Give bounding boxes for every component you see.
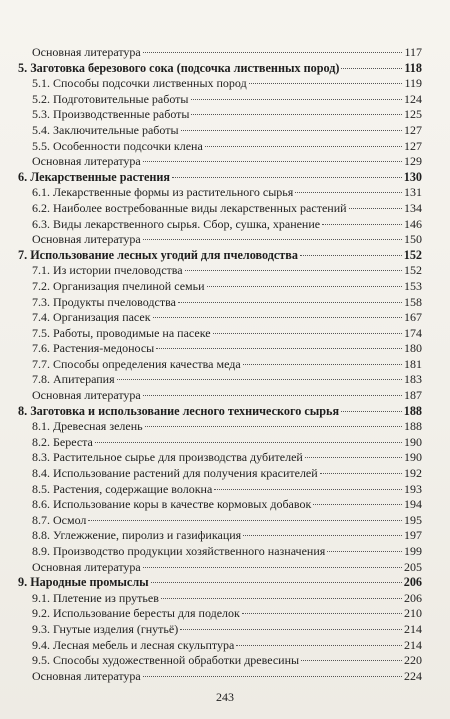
toc-entry-title: 6.1. Лекарственные формы из растительного сырья bbox=[32, 185, 294, 200]
toc-entry-page: 197 bbox=[404, 528, 422, 543]
toc-entry-page: 199 bbox=[404, 544, 422, 558]
toc-subsection-entry bbox=[18, 606, 422, 622]
toc-subsection-entry bbox=[18, 544, 422, 560]
dot-leader bbox=[341, 68, 402, 69]
dot-leader bbox=[236, 645, 402, 646]
toc-subsection-entry bbox=[18, 263, 422, 279]
toc-entry-title: 6.3. Виды лекарственного сырья. Сбор, сушка, хранение bbox=[32, 216, 321, 231]
toc-entry-page: 192 bbox=[404, 466, 422, 481]
toc-entry-page: 224 bbox=[404, 668, 422, 683]
dot-leader bbox=[178, 302, 402, 303]
toc-section-entry bbox=[18, 248, 422, 264]
toc-entry-page: 183 bbox=[404, 372, 422, 387]
toc-literature-entry bbox=[18, 232, 422, 248]
toc-entry-title: Основная литература bbox=[32, 559, 141, 574]
dot-leader bbox=[143, 567, 402, 568]
toc-entry-page: 130 bbox=[403, 169, 422, 184]
dot-leader bbox=[243, 364, 402, 365]
toc-entry-page: 214 bbox=[404, 621, 422, 636]
toc-entry-title: 6. Лекарственные растения bbox=[18, 169, 171, 184]
toc-entry-title: 7.3. Продукты пчеловодства bbox=[32, 294, 176, 309]
dot-leader bbox=[242, 613, 402, 614]
dot-leader bbox=[300, 255, 402, 256]
toc-entry-title: 5.4. Заключительные работы bbox=[32, 122, 179, 137]
toc-entry-page: 127 bbox=[404, 138, 422, 153]
dot-leader bbox=[295, 192, 402, 193]
toc-subsection-entry bbox=[18, 622, 422, 638]
toc-entry-title: 8.6. Использование коры в качестве кормовых добавок bbox=[32, 497, 312, 512]
toc-entry-page: 206 bbox=[404, 590, 422, 605]
toc-entry-title: 8.7. Осмол bbox=[32, 512, 87, 527]
toc-entry-page: 188 bbox=[403, 403, 422, 418]
toc-literature-entry bbox=[18, 388, 422, 404]
toc-entry-page: 131 bbox=[404, 185, 422, 200]
toc-entry-title: 9. Народные промыслы bbox=[18, 575, 149, 590]
toc-entry-title: 7.1. Из истории пчеловодства bbox=[32, 263, 183, 278]
dot-leader bbox=[191, 114, 402, 115]
toc-entry-page: 118 bbox=[404, 60, 422, 75]
dot-leader bbox=[313, 504, 402, 505]
toc-subsection-entry bbox=[18, 419, 422, 435]
toc-subsection-entry bbox=[18, 123, 422, 139]
dot-leader bbox=[143, 161, 402, 162]
toc-entry-title: 7.2. Организация пчелиной семьи bbox=[32, 278, 205, 293]
toc-entry-page: 167 bbox=[404, 310, 422, 325]
toc-subsection-entry bbox=[18, 450, 422, 466]
toc-literature-entry bbox=[18, 45, 422, 61]
toc-entry-title: Основная литература bbox=[32, 668, 141, 683]
dot-leader bbox=[156, 348, 402, 349]
toc-entry-title: 8.1. Древесная зелень bbox=[32, 419, 143, 434]
toc-entry-page: 187 bbox=[404, 388, 422, 403]
dot-leader bbox=[213, 333, 402, 334]
toc-entry-title: 8. Заготовка и использование лесного технического сырья bbox=[18, 403, 340, 418]
toc-entry-title: Основная литература bbox=[32, 45, 141, 59]
toc-entry-page: 206 bbox=[403, 575, 422, 590]
dot-leader bbox=[172, 177, 402, 178]
toc-entry-title: 7.5. Работы, проводимые на пасеке bbox=[32, 325, 211, 340]
toc-entry-page: 190 bbox=[404, 450, 422, 465]
toc-subsection-entry bbox=[18, 139, 422, 155]
toc-entry-title: 8.4. Использование растений для получения красителей bbox=[32, 466, 318, 481]
toc-entry-title: 7.4. Организация пасек bbox=[32, 310, 151, 325]
toc-entry-title: 8.2. Береста bbox=[32, 434, 93, 449]
toc-entry-page: 194 bbox=[404, 497, 422, 512]
toc-entry-title: 9.3. Гнутые изделия (гнутьё) bbox=[32, 621, 179, 636]
toc-subsection-entry bbox=[18, 591, 422, 607]
toc-entry-title: 8.9. Производство продукции хозяйственного назначения bbox=[32, 544, 326, 558]
toc-entry-page: 124 bbox=[404, 91, 422, 106]
toc-subsection-entry bbox=[18, 638, 422, 654]
toc-entry-page: 153 bbox=[404, 278, 422, 293]
toc-subsection-entry bbox=[18, 528, 422, 544]
toc-entry-title: 7.8. Апитерапия bbox=[32, 372, 115, 387]
toc-entry-page: 190 bbox=[404, 434, 422, 449]
dot-leader bbox=[249, 83, 403, 84]
toc-subsection-entry bbox=[18, 295, 422, 311]
dot-leader bbox=[207, 286, 402, 287]
toc-entry-page: 158 bbox=[404, 294, 422, 309]
toc-entry-title: 6.2. Наиболее востребованные виды лекарственных растений bbox=[32, 200, 347, 215]
toc-entry-title: 8.5. Растения, содержащие волокна bbox=[32, 481, 213, 496]
toc-entry-page: 181 bbox=[404, 356, 422, 371]
toc-entry-page: 117 bbox=[404, 45, 422, 59]
dot-leader bbox=[151, 582, 402, 583]
dot-leader bbox=[161, 598, 402, 599]
toc-entry-title: 7.6. Растения-медоносы bbox=[32, 341, 155, 356]
toc-subsection-entry bbox=[18, 185, 422, 201]
dot-leader bbox=[243, 535, 402, 536]
toc-section-entry bbox=[18, 170, 422, 186]
dot-leader bbox=[191, 99, 403, 100]
toc-entry-page: 129 bbox=[404, 154, 422, 169]
dot-leader bbox=[143, 676, 402, 677]
toc-entry-page: 205 bbox=[404, 559, 422, 574]
toc-entry-page: 119 bbox=[404, 76, 422, 91]
dot-leader bbox=[205, 146, 402, 147]
toc-subsection-entry bbox=[18, 653, 422, 669]
toc-subsection-entry bbox=[18, 372, 422, 388]
dot-leader bbox=[322, 224, 402, 225]
toc-subsection-entry bbox=[18, 217, 422, 233]
toc-subsection-entry bbox=[18, 482, 422, 498]
toc-entry-title: 9.5. Способы художественной обработки древесины bbox=[32, 653, 300, 668]
toc-literature-entry bbox=[18, 560, 422, 576]
dot-leader bbox=[181, 130, 402, 131]
toc-subsection-entry bbox=[18, 279, 422, 295]
dot-leader bbox=[349, 208, 402, 209]
dot-leader bbox=[320, 473, 402, 474]
dot-leader bbox=[341, 411, 402, 412]
toc-entry-title: 7. Использование лесных угодий для пчеловодства bbox=[18, 247, 298, 262]
toc-entry-title: 9.2. Использование бересты для поделок bbox=[32, 606, 240, 621]
toc-section-entry bbox=[18, 404, 422, 420]
toc-entry-title: 8.8. Углежжение, пиролиз и газификация bbox=[32, 528, 242, 543]
toc-section-entry bbox=[18, 575, 422, 591]
toc-subsection-entry bbox=[18, 466, 422, 482]
toc-entry-page: 214 bbox=[404, 637, 422, 652]
toc-literature-entry bbox=[18, 669, 422, 685]
toc-entry-page: 220 bbox=[404, 653, 422, 668]
toc-subsection-entry bbox=[18, 357, 422, 373]
toc-entry-title: 5.3. Производственные работы bbox=[32, 107, 190, 122]
dot-leader bbox=[145, 426, 402, 427]
toc-entry-title: Основная литература bbox=[32, 232, 141, 247]
dot-leader bbox=[214, 489, 402, 490]
toc-entry-page: 146 bbox=[404, 216, 422, 231]
toc-section-entry bbox=[18, 61, 422, 77]
toc-subsection-entry bbox=[18, 497, 422, 513]
toc-entry-page: 127 bbox=[404, 122, 422, 137]
toc-entry-title: 9.4. Лесная мебель и лесная скульптура bbox=[32, 637, 235, 652]
toc-entry-title: 5. Заготовка березового сока (подсочка лиственных пород) bbox=[18, 60, 340, 75]
toc-entry-page: 210 bbox=[404, 606, 422, 621]
page-number: 243 bbox=[216, 690, 234, 704]
toc-subsection-entry bbox=[18, 435, 422, 451]
table-of-contents bbox=[18, 45, 422, 684]
toc-entry-page: 193 bbox=[404, 481, 422, 496]
toc-entry-title: Основная литература bbox=[32, 154, 141, 169]
toc-literature-entry bbox=[18, 154, 422, 170]
toc-entry-page: 174 bbox=[404, 325, 422, 340]
dot-leader bbox=[153, 317, 402, 318]
toc-entry-page: 180 bbox=[404, 341, 422, 356]
dot-leader bbox=[327, 551, 402, 552]
toc-entry-page: 152 bbox=[403, 247, 422, 262]
toc-subsection-entry bbox=[18, 326, 422, 342]
toc-entry-title: 5.5. Особенности подсочки клена bbox=[32, 138, 203, 153]
dot-leader bbox=[301, 660, 402, 661]
dot-leader bbox=[305, 457, 402, 458]
dot-leader bbox=[88, 520, 402, 521]
toc-entry-page: 195 bbox=[404, 512, 422, 527]
toc-subsection-entry bbox=[18, 513, 422, 529]
dot-leader bbox=[143, 395, 402, 396]
toc-entry-page: 134 bbox=[404, 200, 422, 215]
dot-leader bbox=[185, 270, 402, 271]
toc-entry-title: 5.1. Способы подсочки лиственных пород bbox=[32, 76, 247, 91]
toc-subsection-entry bbox=[18, 107, 422, 123]
toc-subsection-entry bbox=[18, 310, 422, 326]
toc-entry-page: 125 bbox=[404, 107, 422, 122]
toc-subsection-entry bbox=[18, 92, 422, 108]
toc-entry-page: 150 bbox=[404, 232, 422, 247]
toc-subsection-entry bbox=[18, 201, 422, 217]
toc-entry-page: 152 bbox=[404, 263, 422, 278]
dot-leader bbox=[143, 52, 403, 53]
toc-entry-page: 188 bbox=[404, 419, 422, 434]
toc-subsection-entry bbox=[18, 76, 422, 92]
dot-leader bbox=[143, 239, 402, 240]
dot-leader bbox=[95, 442, 402, 443]
toc-subsection-entry bbox=[18, 341, 422, 357]
dot-leader bbox=[180, 629, 402, 630]
toc-entry-title: 7.7. Способы определения качества меда bbox=[32, 356, 241, 371]
toc-entry-title: 5.2. Подготовительные работы bbox=[32, 91, 189, 106]
dot-leader bbox=[117, 379, 402, 380]
toc-entry-title: Основная литература bbox=[32, 388, 141, 403]
toc-entry-title: 9.1. Плетение из прутьев bbox=[32, 590, 159, 605]
toc-entry-title: 8.3. Растительное сырье для производства дубителей bbox=[32, 450, 303, 465]
